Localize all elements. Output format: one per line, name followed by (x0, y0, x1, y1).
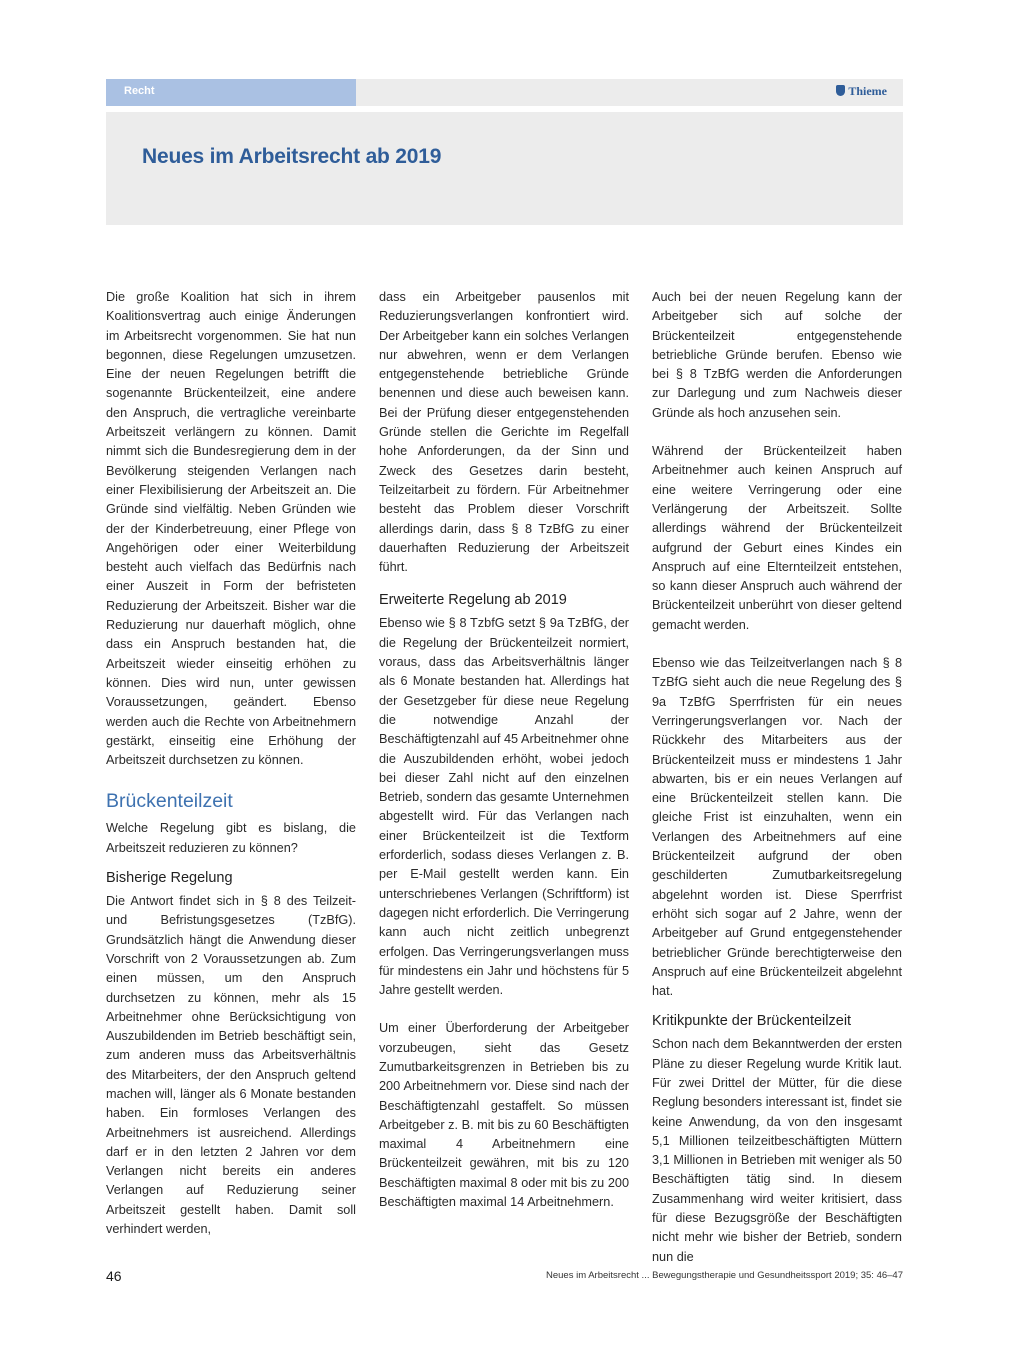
article-title: Neues im Arbeitsrecht ab 2019 (142, 145, 442, 168)
column-2 (379, 288, 629, 1231)
intro-paragraph: Die große Koalition hat sich in ihrem Koalitionsvertrag auch einige Änderungen im Arbeitsrecht vorgenommen. Sie hat nun begonnen, diese Regelungen umzusetzen. Eine der neuen Regelungen betrifft die sogenannte Brückenteilzeit, eine andere den Anspruch, die vertragliche vereinbarte Arbeitszeit verlängern zu können. Damit nimmt sich die Bundesregierung dem in der Bevölkerung steigenden Verlangen nach einer Flexibilisierung der Arbeitszeit an. Die Gründe sind vielfältig. Neben Gründen wie der der Kinderbetreuung, einer Pflege von Angehörigen oder einer Weiterbildung besteht auch vielfach das Bedürfnis nach einer Auszeit in Form der befristeten Reduzierung der Arbeitszeit. Bisher war die Reduzierung nur dauerhaft möglich, ohne dass ein Anspruch bestanden hat, die Arbeitszeit wieder einseitig erhöhen zu können. Dies wird nun, unter gewissen Voraussetzungen, geändert. Ebenso werden auch die Rechte von Arbeitnehmern gestärkt, einseitig eine Erhöhung der Arbeitszeit durchsetzen zu können. (106, 290, 356, 768)
header-bar (106, 79, 903, 106)
paragraph: Um einer Überforderung der Arbeitgeber vorzubeugen, sieht das Gesetz Zumutbarkeitsgrenzen in Betrieben bis zu 200 Arbeitnehmern vor. Diese sind nach der Beschäftigtenzahl gestaffelt. So müssen Arbeitgeber z. B. mit bis zu 60 Beschäftigten maximal 4 Arbeitnehmern eine Brückenteilzeit gewähren, mit bis zu 120 Beschäftigten maximal 8 oder mit bis zu 200 Beschäftigten maximal 14 Arbeitnehmern. (379, 1021, 629, 1210)
subheading-bisherige-regelung: Bisherige Regelung (106, 870, 233, 887)
paragraph: Schon nach dem Bekanntwerden der ersten Pläne zu dieser Regelung wurde Kritik laut. Für zwei Drittel der Mütter, für die diese Reglung besonders interessant ist, findet sie keine Anwendung, da von den insgesamt 5,1 Millionen teilzeitbeschäftigten Müttern 3,1 Millionen in Betrieben mit weniger als 50 Beschäftigten tätig sind. In diesem Zusammenhang wird weiter kritisiert, dass für diese Bezugsgröße der Beschäftigten nicht mehr wie bisher der Betrieb, sondern nun die (652, 1037, 902, 1264)
column-1 (106, 288, 356, 1258)
paragraph: Während der Brückenteilzeit haben Arbeitnehmer auch keinen Anspruch auf eine weitere Verringerung oder eine Verlängerung der Arbeitszeit. Sollte allerdings während der Brückenteilzeit aufgrund der Geburt eines Kindes ein Anspruch auf eine Elternteilzeit entstehen, so kann dieser Anspruch auch während der Brückenteilzeit unberührt von dieser geltend gemacht werden. (652, 444, 902, 632)
paragraph: dass ein Arbeitgeber pausenlos mit Reduzierungsverlangen konfrontiert wird. Der Arbeitgeber kann ein solches Verlangen nur abwehren, wenn er dem Verlangen entgegenstehende betriebliche Gründe benennen und diese auch beweisen kann. Bei der Prüfung dieser entgegenstehenden Gründe stellen die Gerichte im Regelfall hohe Anforderungen, da der Sinn und Zweck des Gesetzes darin besteht, Teilzeitarbeit zu fördern. Für Arbeitnehmer besteht das Problem dieser Vorschrift allerdings darin, dass § 8 TzBfG zu einer dauerhaften Reduzierung der Arbeitszeit führt. (379, 290, 629, 575)
paragraph: Ebenso wie § 8 TzbfG setzt § 9a TzBfG, der die Regelung der Brückenteilzeit normiert, voraus, dass das Arbeitsverhältnis länger als 6 Monate bestanden hat. Allerdings hat der Gesetzgeber für diese neue Regelung die notwendige Anzahl der Beschäftigtenzahl auf 45 Arbeitnehmer ohne die Auszubildenden erhöht, wobei jedoch bei dieser Zahl nicht auf den einzelnen Betrieb, sondern das gesamte Unternehmen abgestellt wird. Für das Verlangen nach einer Brückenteilzeit ist die Textform erforderlich, sodass dieses Verlangen z. B. per E-Mail gestellt werden kann. Ein unterschriebenes Verlangen (Schriftform) ist dagegen nicht erforderlich. Die Verringerung kann auch nicht zeitlich unbegrenzt erfolgen. Das Verringerungsverlangen muss für mindestens ein Jahr und höchstens für 5 Jahre gestellt werden. (379, 616, 629, 998)
paragraph: Auch bei der neuen Regelung kann der Arbeitgeber sich auf solche der Brückenteilzeit entgegenstehende betriebliche Gründe berufen. Ebenso wie bei § 8 TzBfG werden die Anforderungen zur Darlegung und zum Nachweis dieser Gründe als hoch anzusehen sein. (652, 290, 902, 420)
section-heading-brueckenteilzeit: Brückenteilzeit (106, 790, 233, 813)
question-paragraph: Welche Regelung gibt es bislang, die Arbeitszeit reduzieren zu können? (106, 821, 356, 855)
citation-reference: Neues im Arbeitsrecht ... Bewegungstherapie und Gesundheitssport 2019; 35: 46–47 (545, 1270, 903, 1281)
publisher-logo (836, 79, 887, 106)
publisher-name: Thieme (848, 84, 887, 98)
thieme-emblem-icon (836, 85, 845, 96)
title-box (106, 112, 903, 225)
paragraph: Die Antwort findet sich in § 8 des Teilzeit- und Befristungsgesetzes (TzBfG). Grundsätzlich hängt die Anwendung dieser Vorschrift von 2 Voraussetzungen ab. Zum einen müssen, um den Anspruch durchsetzen zu können, mehr als 15 Arbeitnehmer ohne Berücksichtigung von Auszubildenden im Betrieb beschäftigt sein, zum anderen muss das Arbeitsverhältnis des Mitarbeiters, der den Anspruch geltend machen will, länger als 6 Monate bestanden haben. Ein formloses Verlangen des Arbeitnehmers ist ausreichend. Allerdings darf er in den letzten 2 Jahren vor dem Verlangen nicht bereits ein anderes Verlangen auf Reduzierung seiner Arbeitszeit gestellt haben. Damit soll verhindert werden, (106, 894, 356, 1237)
page-number: 46 (106, 1268, 122, 1284)
subheading-erweiterte-regelung: Erweiterte Regelung ab 2019 (379, 592, 567, 609)
section-label: Recht (106, 79, 356, 106)
subheading-kritikpunkte: Kritikpunkte der Brückenteilzeit (652, 1013, 852, 1030)
column-3 (652, 288, 902, 1286)
paragraph: Ebenso wie das Teilzeitverlangen nach § 8 TzBfG sieht auch die neue Regelung des § 9a TzBfG Sperrfristen für ein neues Verringerungsverlangen vor. Nach der Rückkehr des Mitarbeiters aus der Brückenteilzeit muss er mindestens 1 Jahr abwarten, bis er ein neues Verlangen auf eine Brückenteilzeit stellen kann. Die gleiche Frist ist einzuhalten, wenn ein Verlangen des Arbeitnehmers auf eine Brückenteilzeit aufgrund der oben geschilderten Zumutbarkeitsregelung abgelehnt worden ist. Diese Sperrfrist erhöht sich sogar auf 2 Jahre, wenn der Arbeitgeber auf Grund entgegenstehender betrieblicher Gründe berechtigterweise den Anspruch auf eine Brückenteilzeit abgelehnt hat. (652, 656, 902, 999)
